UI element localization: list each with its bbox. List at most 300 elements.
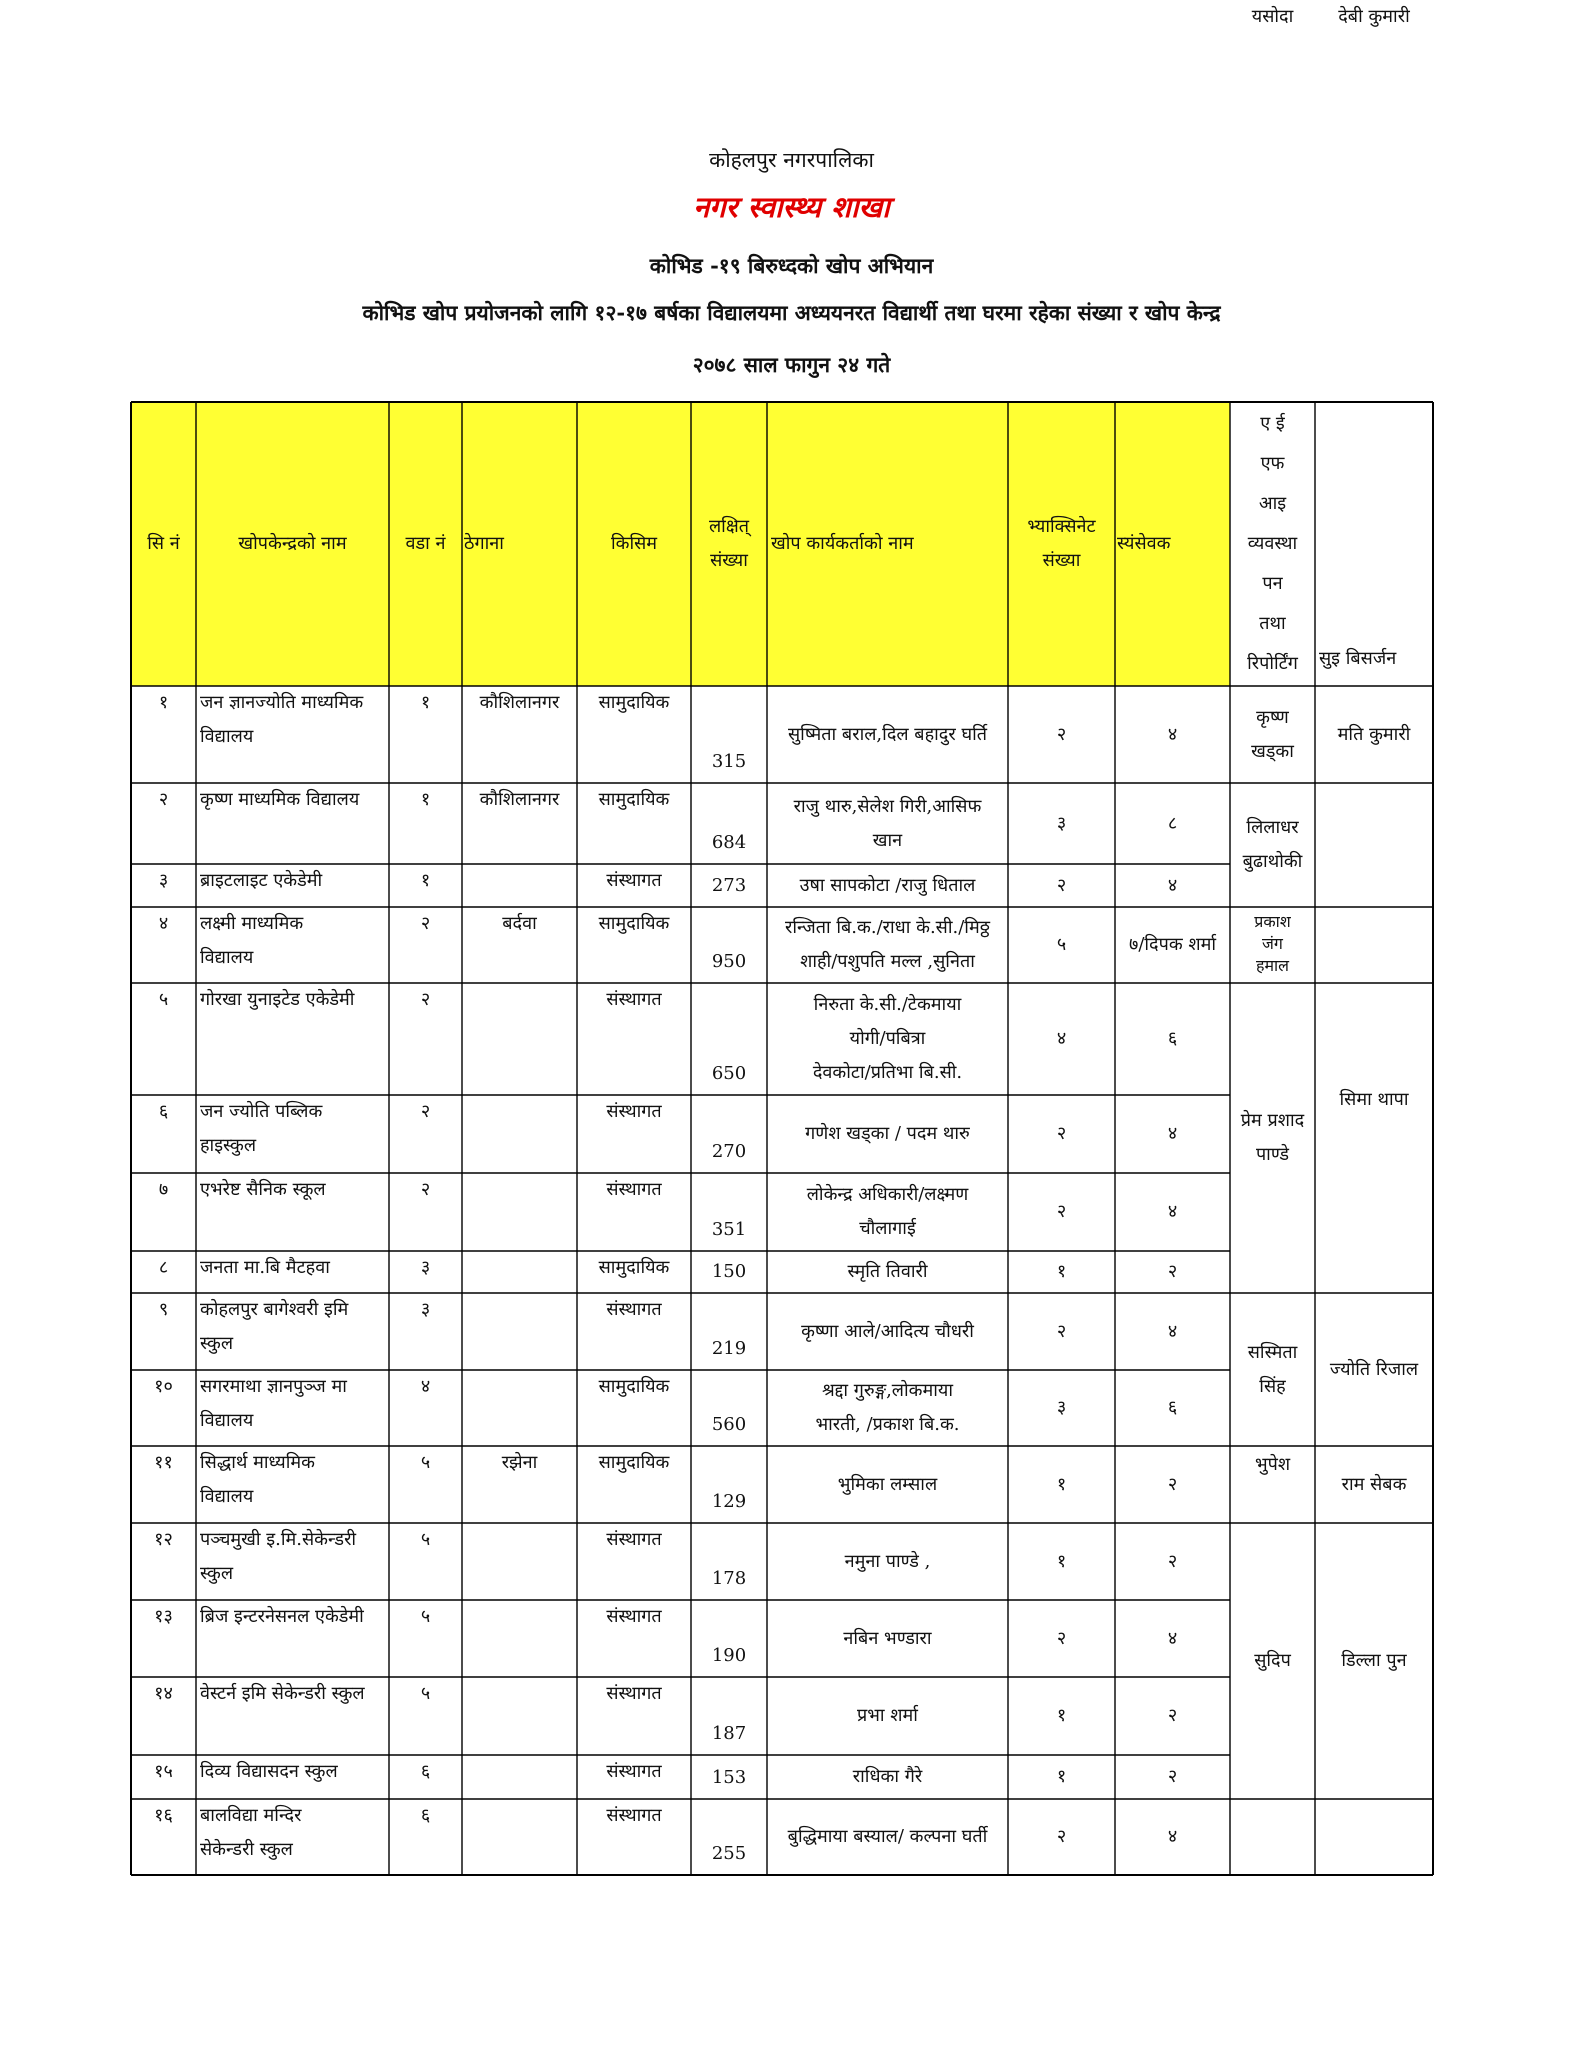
row-volunteer-line: २ — [1167, 1473, 1178, 1495]
row-vaccinator — [1008, 1820, 1115, 1854]
aefi-officer — [1230, 0, 1315, 34]
row-type — [577, 907, 691, 941]
aefi-officer — [1230, 1336, 1315, 1404]
row-workers-line: भुमिका लम्साल — [837, 1473, 938, 1495]
row-volunteer — [1115, 1820, 1230, 1854]
row-sn-line: १२ — [154, 1529, 173, 1550]
row-sn-line: १४ — [154, 1683, 173, 1704]
row-type-line: संस्थागत — [606, 1761, 662, 1782]
aefi-officer — [1230, 811, 1315, 879]
row-target-line: 219 — [711, 1338, 747, 1359]
row-sn — [131, 686, 196, 720]
row-center-name-line: सगरमाथा ज्ञानपुञ्ज मा — [200, 1376, 347, 1397]
row-center-name-line: ब्राइटलाइट एकेडेमी — [200, 870, 323, 891]
row-vaccinator-line: १ — [1056, 1261, 1067, 1282]
row-type-line: संस्थागत — [606, 1299, 662, 1320]
disposal-officer-line: सिमा थापा — [1339, 1089, 1409, 1110]
disposal-officer-line: राम सेबक — [1341, 1473, 1407, 1495]
row-type-line: संस्थागत — [606, 1805, 662, 1826]
row-center-name — [200, 1523, 387, 1591]
row-volunteer — [1115, 1391, 1230, 1425]
row-target-line: 129 — [711, 1491, 747, 1512]
row-workers — [771, 1545, 1004, 1579]
row-vaccinator — [1008, 1255, 1115, 1289]
row-ward — [389, 1523, 462, 1557]
row-type — [577, 1755, 691, 1789]
row-target — [691, 1057, 767, 1091]
row-center-name-line: दिव्य विद्यासदन स्कुल — [200, 1761, 338, 1782]
row-type-line: सामुदायिक — [598, 1376, 670, 1397]
row-center-name-line: गोरखा युनाइटेड एकेडेमी — [200, 989, 355, 1010]
row-target-line: 153 — [711, 1767, 747, 1788]
header-center-name — [196, 527, 389, 561]
row-volunteer — [1115, 1022, 1230, 1056]
row-type-line: संस्थागत — [606, 1101, 662, 1122]
row-center-name-line: हाइस्कुल — [200, 1135, 257, 1156]
aefi-officer-line: कृष्ण — [1256, 706, 1289, 728]
header-target — [691, 510, 767, 578]
row-vaccinator — [1008, 1545, 1115, 1579]
row-target-line: 684 — [711, 832, 747, 853]
row-volunteer-line: ६ — [1167, 1028, 1178, 1049]
row-target — [691, 1562, 767, 1596]
row-sn-line: ५ — [158, 989, 169, 1010]
row-workers-line: बुद्धिमाया बस्याल/ कल्पना घर्ती — [787, 1826, 988, 1847]
row-address — [462, 1446, 577, 1480]
row-center-name-line: ब्रिज इन्टरनेसनल एकेडेमी — [200, 1606, 364, 1627]
row-type-line: सामुदायिक — [598, 692, 670, 713]
row-sn-line: १५ — [154, 1761, 173, 1782]
row-center-name — [200, 1799, 387, 1867]
row-sn-line: १६ — [154, 1805, 173, 1826]
row-center-name — [200, 1370, 387, 1438]
row-vaccinator-line: २ — [1056, 1123, 1067, 1144]
row-ward — [389, 1095, 462, 1129]
row-vaccinator-line: १ — [1056, 1705, 1067, 1726]
row-target-line: 351 — [711, 1219, 747, 1240]
row-workers-line: निरुता के.सी./टेकमाया — [813, 994, 962, 1015]
row-sn — [131, 1293, 196, 1327]
row-workers — [771, 988, 1004, 1090]
aefi-officer — [1230, 701, 1315, 769]
row-address-line: कौशिलानगर — [479, 789, 560, 810]
row-vaccinator-line: २ — [1056, 1201, 1067, 1222]
row-type-line: संस्थागत — [606, 989, 662, 1010]
disposal-officer — [1315, 1468, 1433, 1502]
row-sn — [131, 1523, 196, 1557]
row-type-line: सामुदायिक — [598, 913, 670, 934]
row-volunteer — [1115, 1315, 1230, 1349]
branch-title: नगर स्वास्थ्य शाखा — [693, 190, 890, 224]
row-ward-line: १ — [420, 789, 431, 810]
row-target-line: 950 — [711, 951, 747, 972]
row-center-name-line: लक्ष्मी माध्यमिक — [200, 913, 304, 934]
row-ward — [389, 1293, 462, 1327]
row-sn-line: ८ — [158, 1257, 169, 1278]
header-workers — [771, 527, 1012, 561]
row-vaccinator — [1008, 1117, 1115, 1151]
row-target — [691, 826, 767, 860]
row-ward — [389, 1677, 462, 1711]
row-volunteer-line: २ — [1167, 1550, 1178, 1572]
row-type-line: संस्थागत — [606, 1529, 662, 1550]
row-sn — [131, 1370, 196, 1404]
row-address-line: बर्दवा — [502, 913, 537, 934]
row-center-name — [200, 1755, 387, 1789]
row-ward-line: २ — [420, 989, 431, 1010]
row-sn — [131, 783, 196, 817]
row-volunteer-line: ४ — [1167, 1320, 1178, 1342]
row-ward-line: ३ — [420, 1257, 431, 1278]
row-type-line: संस्थागत — [606, 870, 662, 891]
row-sn — [131, 864, 196, 898]
row-center-name — [200, 864, 387, 898]
row-ward — [389, 907, 462, 941]
row-center-name-line: बालविद्या मन्दिर — [200, 1805, 302, 1826]
header-address — [464, 527, 579, 561]
aefi-officer — [1230, 1448, 1315, 1482]
row-ward-line: ५ — [420, 1452, 431, 1473]
aefi-officer-line: यसोदा — [1251, 6, 1294, 27]
header-disposal — [1319, 642, 1437, 676]
row-workers — [771, 1468, 1004, 1502]
row-ward — [389, 686, 462, 720]
row-center-name-line: सिद्धार्थ माध्यमिक — [200, 1452, 315, 1473]
row-center-name — [200, 1677, 387, 1711]
row-ward — [389, 1600, 462, 1634]
row-type — [577, 1677, 691, 1711]
row-workers-line: रन्जिता बि.क./राधा के.सी./मिठ्ठ — [784, 917, 990, 938]
row-sn — [131, 1677, 196, 1711]
row-target — [691, 1332, 767, 1366]
row-center-name-line: जन ज्योति पब्लिक — [200, 1101, 323, 1122]
row-volunteer-line: २ — [1167, 1766, 1178, 1787]
row-workers-line: सुष्मिता बराल,दिल बहादुर घर्ति — [788, 723, 987, 745]
aefi-officer — [1230, 911, 1315, 977]
aefi-officer — [1230, 1104, 1315, 1172]
row-ward — [389, 1370, 462, 1404]
row-center-name-line: वेस्टर्न इमि सेकेन्डरी स्कुल — [200, 1683, 365, 1704]
row-type-line: संस्थागत — [606, 1606, 662, 1627]
row-workers-line: कृष्णा आले/आदित्य चौधरी — [801, 1320, 974, 1342]
row-sn — [131, 1251, 196, 1285]
row-volunteer-line: ४ — [1167, 1201, 1178, 1222]
row-type — [577, 1095, 691, 1129]
row-target-line: 270 — [711, 1141, 747, 1162]
row-target-line: 150 — [711, 1261, 747, 1282]
row-vaccinator — [1008, 1699, 1115, 1733]
row-sn-line: ११ — [154, 1452, 173, 1473]
header-aefi-line: एफ — [1260, 453, 1285, 474]
row-target-line: 190 — [711, 1645, 747, 1666]
row-vaccinator — [1008, 1022, 1115, 1056]
row-workers-line: उषा सापकोटा /राजु धिताल — [799, 874, 976, 896]
row-center-name-line: स्कुल — [200, 1563, 234, 1584]
table-subtitle: कोभिड खोप प्रयोजनको लागि १२-१७ बर्षका विद्यालयमा अध्ययनरत विद्यार्थी तथा घरमा रहेका संख्या र खोप केन्द्र — [362, 300, 1221, 325]
row-target-line: 650 — [711, 1063, 747, 1084]
row-center-name-line: जनता मा.बि मैटहवा — [200, 1257, 330, 1278]
header-vaccinator-line: भ्याक्सिनेट — [1027, 516, 1096, 537]
row-type-line: सामुदायिक — [598, 789, 670, 810]
row-sn — [131, 1446, 196, 1480]
row-sn — [131, 1799, 196, 1833]
row-workers — [771, 1117, 1004, 1151]
row-sn-line: ३ — [158, 870, 169, 891]
row-ward — [389, 1446, 462, 1480]
disposal-officer — [1315, 1644, 1433, 1678]
campaign-title: कोभिड -१९ बिरुध्दको खोप अभियान — [649, 253, 934, 278]
row-ward-line: ५ — [420, 1606, 431, 1627]
row-target-line: 560 — [711, 1414, 747, 1435]
header-center-name-line: खोपकेन्द्रको नाम — [238, 533, 347, 554]
header-sn-line: सि नं — [147, 533, 180, 554]
row-target — [691, 1717, 767, 1751]
header-ward-line: वडा नं — [405, 533, 446, 554]
row-workers-line: खान — [872, 829, 903, 851]
row-workers-line: योगी/पबित्रा — [849, 1028, 926, 1049]
row-sn-line: १० — [154, 1376, 173, 1397]
row-sn-line: ६ — [158, 1101, 169, 1122]
row-vaccinator-line: ३ — [1056, 812, 1067, 834]
row-target-line: 315 — [711, 751, 747, 772]
row-ward — [389, 1173, 462, 1207]
aefi-officer-line: हमाल — [1255, 956, 1290, 975]
row-target-line: 178 — [711, 1568, 747, 1589]
row-center-name — [200, 1446, 387, 1514]
header-target-line: लक्षित् — [708, 516, 750, 537]
row-workers — [771, 1178, 1004, 1246]
row-vaccinator-line: २ — [1056, 874, 1067, 896]
aefi-officer-line: भुपेश — [1254, 1454, 1291, 1475]
aefi-officer-line: प्रेम प्रशाद — [1240, 1110, 1305, 1131]
row-sn — [131, 1755, 196, 1789]
disposal-officer-line: डिल्ला पुन — [1341, 1650, 1407, 1671]
row-center-name — [200, 907, 387, 975]
row-workers-line: शाही/पशुपति मल्ल ,सुनिता — [800, 951, 975, 972]
row-target — [691, 1213, 767, 1247]
row-volunteer — [1115, 1255, 1230, 1289]
row-ward — [389, 983, 462, 1017]
row-ward-line: २ — [420, 1101, 431, 1122]
row-sn-line: १ — [158, 692, 169, 713]
row-sn — [131, 907, 196, 941]
row-volunteer-line: ७/दिपक शर्मा — [1128, 934, 1217, 955]
row-type — [577, 783, 691, 817]
row-target — [691, 1837, 767, 1871]
row-center-name-line: विद्यालय — [200, 726, 254, 747]
row-sn-line: ४ — [158, 913, 169, 934]
row-vaccinator-line: २ — [1056, 723, 1067, 745]
row-ward — [389, 1799, 462, 1833]
row-volunteer — [1115, 1545, 1230, 1579]
row-vaccinator — [1008, 1760, 1115, 1794]
row-volunteer-line: ४ — [1167, 874, 1178, 896]
row-type — [577, 686, 691, 720]
report-date: २०७८ साल फागुन २४ गते — [692, 352, 891, 377]
aefi-officer-line: सस्मिता — [1247, 1341, 1298, 1363]
row-vaccinator-line: १ — [1056, 1473, 1067, 1495]
header-volunteer-line: स्यंसेवक — [1117, 533, 1171, 554]
row-ward-line: ६ — [420, 1805, 431, 1826]
row-vaccinator-line: २ — [1056, 1826, 1067, 1847]
row-target — [691, 1408, 767, 1442]
row-workers-line: लोकेन्द्र अधिकारी/लक्ष्मण — [806, 1184, 969, 1205]
row-address-line: कौशिलानगर — [479, 692, 560, 713]
row-sn-line: ९ — [158, 1299, 169, 1320]
row-workers-line: गणेश खड्का / पदम थारु — [805, 1123, 970, 1144]
header-disposal-line: सुइ बिसर्जन — [1319, 648, 1397, 669]
row-vaccinator — [1008, 1468, 1115, 1502]
row-vaccinator — [1008, 807, 1115, 841]
row-ward — [389, 1755, 462, 1789]
row-workers-line: देवकोटा/प्रतिभा बि.सी. — [812, 1062, 963, 1083]
row-target — [691, 1135, 767, 1169]
aefi-officer-line: जंग — [1262, 934, 1283, 953]
row-workers — [771, 1760, 1004, 1794]
row-center-name — [200, 1173, 387, 1207]
aefi-officer-line: पाण्डे — [1255, 1144, 1290, 1165]
municipality-name: कोहलपुर नगरपालिका — [709, 148, 874, 172]
row-type — [577, 983, 691, 1017]
row-sn — [131, 1095, 196, 1129]
row-volunteer-line: २ — [1167, 1261, 1178, 1282]
row-center-name — [200, 1095, 387, 1163]
row-vaccinator-line: ५ — [1056, 934, 1067, 955]
row-center-name-line: सेकेन्डरी स्कुल — [200, 1839, 293, 1860]
row-sn-line: २ — [158, 789, 169, 810]
row-volunteer-line: ६ — [1167, 1397, 1178, 1418]
row-volunteer-line: ४ — [1167, 1826, 1178, 1847]
row-ward-line: २ — [420, 1179, 431, 1200]
row-vaccinator — [1008, 1195, 1115, 1229]
aefi-officer-line: सिंह — [1259, 1375, 1286, 1397]
row-target — [691, 945, 767, 979]
row-workers-line: श्रद्दा गुरुङ्ग,लोकमाया — [821, 1380, 954, 1401]
disposal-officer — [1315, 1083, 1433, 1117]
row-workers — [771, 790, 1004, 858]
row-workers — [771, 1374, 1004, 1442]
row-center-name-line: पञ्चमुखी इ.मि.सेकेन्डरी — [200, 1529, 357, 1550]
row-volunteer-line: ८ — [1167, 812, 1178, 834]
row-center-name-line: कृष्ण माध्यमिक विद्यालय — [200, 789, 360, 810]
row-vaccinator — [1008, 1315, 1115, 1349]
row-target — [691, 745, 767, 779]
row-volunteer — [1115, 1760, 1230, 1794]
row-volunteer — [1115, 1622, 1230, 1656]
row-center-name — [200, 983, 387, 1017]
row-workers-line: चौलागाई — [859, 1218, 916, 1239]
row-volunteer-line: ४ — [1167, 1123, 1178, 1144]
row-target-line: 273 — [711, 875, 747, 896]
header-sn — [131, 527, 196, 561]
row-workers-line: नबिन भण्डारा — [843, 1627, 932, 1649]
row-type — [577, 1799, 691, 1833]
row-ward — [389, 783, 462, 817]
row-volunteer-line: २ — [1167, 1705, 1178, 1726]
disposal-officer-line: देबी कुमारी — [1338, 6, 1410, 27]
row-ward-line: ६ — [420, 1761, 431, 1782]
row-ward-line: ३ — [420, 1299, 431, 1320]
header-type — [577, 527, 691, 561]
row-ward-line: १ — [420, 692, 431, 713]
header-aefi-line: व्यवस्था — [1247, 533, 1298, 554]
row-target — [691, 1639, 767, 1673]
row-volunteer — [1115, 1195, 1230, 1229]
row-target — [691, 1761, 767, 1795]
row-sn — [131, 1600, 196, 1634]
row-vaccinator-line: २ — [1056, 1320, 1067, 1342]
row-workers — [771, 1699, 1004, 1733]
row-ward-line: २ — [420, 913, 431, 934]
row-address — [462, 907, 577, 941]
row-ward-line: ४ — [420, 1376, 431, 1397]
row-target — [691, 1485, 767, 1519]
row-center-name-line: विद्यालय — [200, 947, 254, 968]
header-workers-line: खोप कार्यकर्ताको नाम — [771, 533, 914, 554]
row-type — [577, 1523, 691, 1557]
row-workers-line: स्मृति तिवारी — [847, 1261, 928, 1282]
row-volunteer — [1115, 928, 1230, 962]
disposal-officer — [1315, 718, 1433, 752]
row-address — [462, 686, 577, 720]
row-vaccinator — [1008, 1622, 1115, 1656]
row-vaccinator-line: ४ — [1056, 1028, 1067, 1049]
row-volunteer — [1115, 718, 1230, 752]
row-ward — [389, 864, 462, 898]
row-vaccinator-line: १ — [1056, 1766, 1067, 1787]
row-type — [577, 1600, 691, 1634]
row-sn-line: ७ — [158, 1179, 169, 1200]
row-workers — [771, 1820, 1004, 1854]
row-volunteer-line: ४ — [1167, 723, 1178, 745]
disposal-officer-line: ज्योति रिजाल — [1329, 1358, 1419, 1380]
row-volunteer — [1115, 1117, 1230, 1151]
row-workers — [771, 869, 1004, 903]
row-vaccinator — [1008, 928, 1115, 962]
header-aefi-line: तथा — [1259, 613, 1286, 634]
header-volunteer — [1117, 527, 1232, 561]
row-ward-line: १ — [420, 870, 431, 891]
row-center-name — [200, 1600, 387, 1634]
aefi-officer-line: खड्का — [1251, 740, 1294, 762]
row-type — [577, 1173, 691, 1207]
row-type-line: सामुदायिक — [598, 1452, 670, 1473]
row-workers — [771, 1622, 1004, 1656]
row-type-line: संस्थागत — [606, 1179, 662, 1200]
row-workers — [771, 718, 1004, 752]
row-workers — [771, 1315, 1004, 1349]
row-volunteer-line: ४ — [1167, 1627, 1178, 1649]
row-center-name-line: विद्यालय — [200, 1410, 254, 1431]
row-volunteer — [1115, 807, 1230, 841]
header-type-line: किसिम — [610, 533, 658, 554]
row-type-line: संस्थागत — [606, 1683, 662, 1704]
row-vaccinator-line: १ — [1056, 1550, 1067, 1572]
disposal-officer — [1315, 0, 1433, 34]
row-volunteer — [1115, 1699, 1230, 1733]
row-vaccinator-line: ३ — [1056, 1397, 1067, 1418]
row-target — [691, 1255, 767, 1289]
row-ward — [389, 1251, 462, 1285]
aefi-officer-line: बुढाथोकी — [1242, 851, 1303, 872]
row-center-name — [200, 783, 387, 817]
row-ward-line: ५ — [420, 1529, 431, 1550]
row-workers-line: नमुना पाण्डे , — [844, 1550, 931, 1572]
row-center-name — [200, 686, 387, 754]
row-center-name-line: कोहलपुर बागेश्वरी इमि — [200, 1299, 349, 1320]
header-address-line: ठेगाना — [464, 533, 504, 554]
disposal-officer-line: मति कुमारी — [1337, 723, 1411, 745]
